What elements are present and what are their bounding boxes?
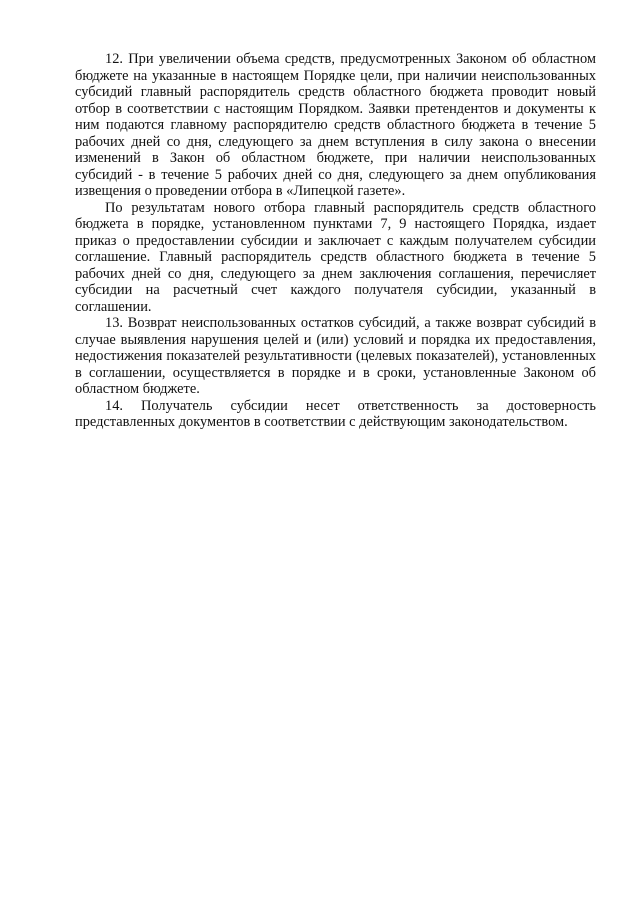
paragraph-item-14: 14. Получатель субсидии несет ответственность за достоверность представленных документов в соответствии с действующим законодательством. xyxy=(75,397,596,430)
document-body xyxy=(75,51,596,431)
paragraph-item-13: 13. Возврат неиспользованных остатков субсидий, а также возврат субсидий в случае выявления нарушения целей и (или) условий и порядка их предоставления, недостижения показателей результативности (целевых показателей), установленных в соглашении, осуществляется в порядке и в сроки, установленные Законом об областном бюджете. xyxy=(75,315,596,397)
paragraph-new-selection-results: По результатам нового отбора главный распорядитель средств областного бюджета в порядке, установленном пунктами 7, 9 настоящего Порядка, издает приказ о предоставлении субсидии и заключает с каждым получателем субсидии соглашение. Главный распорядитель средств областного бюджета в течение 5 рабочих дней со дня, следующего за днем заключения соглашения, перечисляет субсидии на расчетный счет каждого получателя субсидии, указанный в соглашении. xyxy=(75,199,596,315)
paragraph-item-12: 12. При увеличении объема средств, предусмотренных Законом об областном бюджете на указанные в настоящем Порядке цели, при наличии неиспользованных субсидий главный распорядитель средств областного бюджета проводит новый отбор в соответствии с настоящим Порядком. Заявки претендентов и документы к ним подаются главному распорядителю средств областного бюджета в течение 5 рабочих дней со дня, следующего за днем вступления в силу закона о внесении изменений в Закон об областном бюджете, при наличии неиспользованных субсидий - в течение 5 рабочих дней со дня, следующего за днем опубликования извещения о проведении отбора в «Липецкой газете». xyxy=(75,51,596,199)
